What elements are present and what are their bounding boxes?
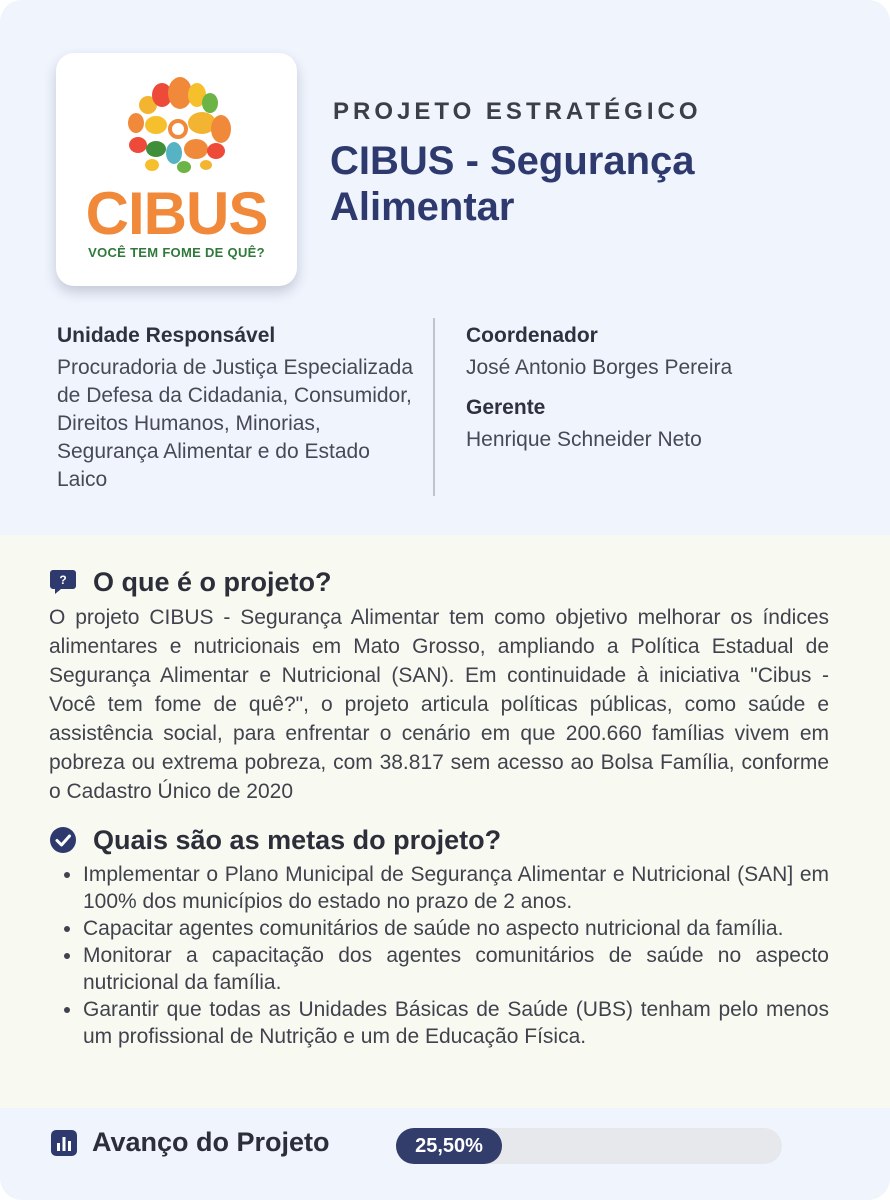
question-bubble-icon xyxy=(49,568,77,596)
logo-tagline: VOCÊ TEM FOME DE QUÊ? xyxy=(88,245,265,260)
goal-item: • Monitorar a capacitação dos agentes comunitários de saúde no aspecto nutricional da família. xyxy=(83,942,829,996)
progress-header xyxy=(50,1127,330,1158)
unit-label: Unidade Responsável xyxy=(57,324,276,347)
unit-block xyxy=(57,322,417,494)
manager-label: Gerente xyxy=(466,396,546,419)
progress-bar xyxy=(396,1128,782,1164)
unit-value: Procuradoria de Justiça Especializada de Defesa da Cidadania, Consumidor, Direitos Humanos, Minorias, Segurança Alimentar e do Estado Laico xyxy=(57,356,414,491)
progress-value: 25,50% xyxy=(415,1135,483,1157)
check-circle-icon xyxy=(49,826,77,854)
page-title: CIBUS - Segurança Alimentar xyxy=(330,139,695,229)
goal-item: • Implementar o Plano Municipal de Segurança Alimentar e Nutricional (SAN] em 100% dos municípios do estado no prazo de 2 anos. xyxy=(83,861,829,915)
logo-wordmark: CIBUS xyxy=(85,180,268,247)
info-divider xyxy=(433,318,435,496)
coordinator-label: Coordenador xyxy=(466,324,598,347)
progress-heading: Avanço do Projeto xyxy=(92,1127,330,1157)
goals-heading: Quais são as metas do projeto? xyxy=(93,824,502,855)
section-eyebrow: PROJETO ESTRATÉGICO xyxy=(333,98,702,125)
about-text: O projeto CIBUS - Segurança Alimentar tem como objetivo melhorar os índices alimentares e nutricionais em Mato Grosso, ampliando a Política Estadual de Segurança Alimentar e Nutricional (SAN). Em continuidade à iniciativa "Cibus - Você tem fome de quê?", o projeto articula políticas públicas, como saúde e assistência social, para enfrentar o cenário em que 200.660 famílias vivem em pobreza ou extrema pobreza, com 38.817 sem acesso ao Bolsa Família, conforme o Cadastro Único de 2020 xyxy=(49,606,829,803)
goal-item: • Capacitar agentes comunitários de saúde no aspecto nutricional da família. xyxy=(83,915,829,942)
svg-text:?: ? xyxy=(59,573,67,587)
people-block xyxy=(466,322,846,454)
goal-item: • Garantir que todas as Unidades Básicas de Saúde (UBS) tenham pelo menos um profissional de Nutrição e um de Educação Física. xyxy=(83,996,829,1050)
goals-list xyxy=(49,861,829,1050)
cibus-logo xyxy=(56,53,297,286)
bar-chart-icon xyxy=(50,1129,78,1157)
about-section xyxy=(49,565,829,806)
goals-section xyxy=(49,823,829,1050)
manager-value: Henrique Schneider Neto xyxy=(466,428,702,451)
about-heading: O que é o projeto? xyxy=(93,566,332,597)
coordinator-value: José Antonio Borges Pereira xyxy=(466,356,733,379)
